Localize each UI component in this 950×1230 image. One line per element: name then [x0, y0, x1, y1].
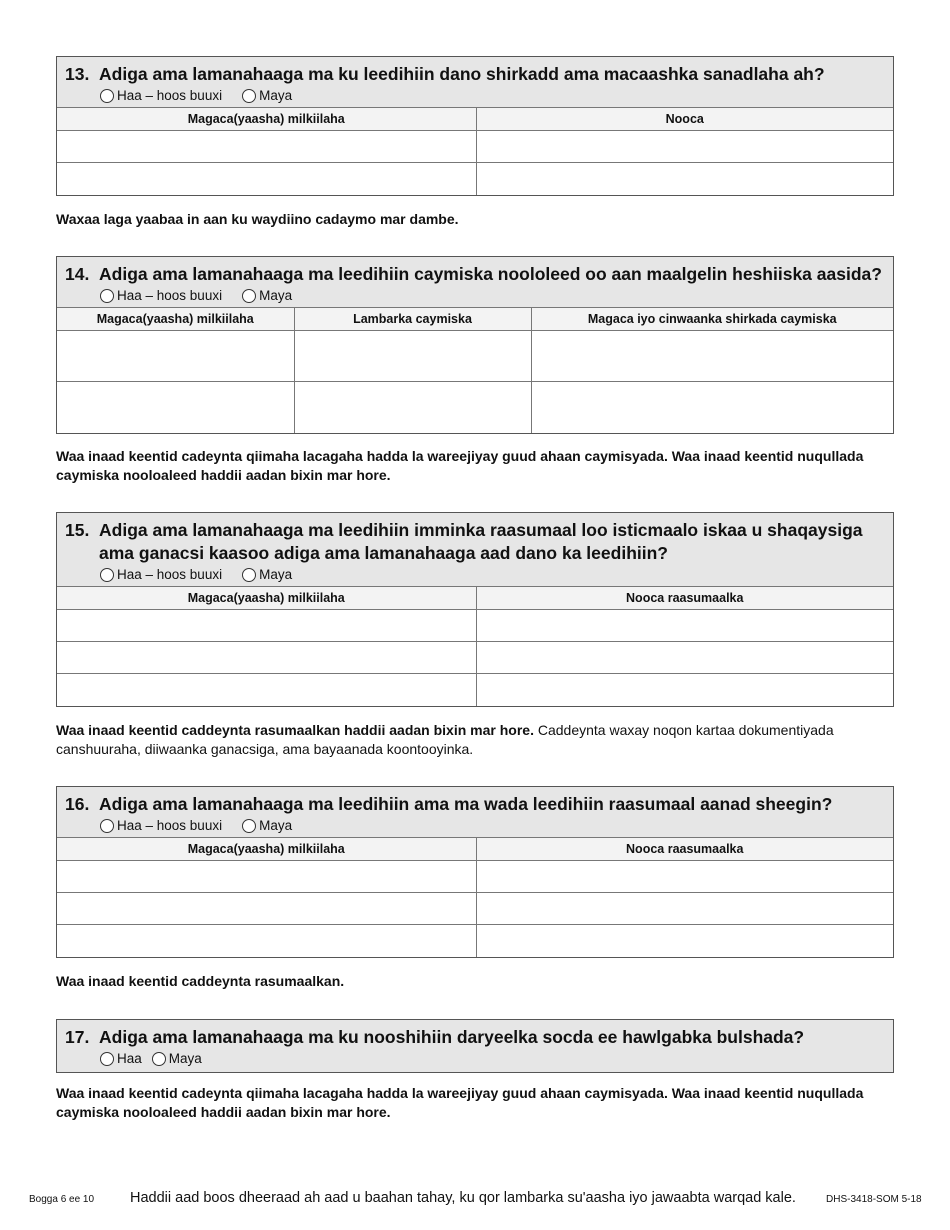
radio-no[interactable]: Maya: [242, 288, 292, 303]
radio-no[interactable]: Maya: [152, 1051, 202, 1066]
table-row: [57, 674, 893, 706]
table-row: [57, 610, 893, 642]
radio-circle-icon[interactable]: [100, 289, 114, 303]
page-footer: [0, 1188, 950, 1212]
form-id: DHS-3418-SOM 5-18: [826, 1194, 922, 1205]
question-number: 13.: [65, 64, 90, 84]
radio-circle-icon[interactable]: [100, 89, 114, 103]
column-header: Magaca(yaasha) milkiilaha: [57, 838, 476, 861]
radio-circle-icon[interactable]: [100, 568, 114, 582]
radio-yes[interactable]: Haa – hoos buuxi: [100, 818, 222, 833]
question-text: Adiga ama lamanahaaga ma leedihiin ama ma wada leedihiin raasumaal aanad sheegin?: [99, 794, 833, 814]
question-15: [56, 512, 894, 707]
question-13: [56, 56, 894, 196]
instruction-note: Waa inaad keentid cadeynta qiimaha lacagaha hadda la wareejiyay guud ahaan caymisyada. Waa inaad keentid nuqullada caymiska nooloaleed haddii aadan bixin mar hore.: [56, 1085, 864, 1120]
radio-yes[interactable]: Haa – hoos buuxi: [100, 288, 222, 303]
question-14: [56, 256, 894, 434]
question-number: 14.: [65, 264, 90, 284]
question-text: Adiga ama lamanahaaga ma leedihiin caymiska noololeed oo aan maalgelin heshiiska aasida?: [99, 264, 882, 284]
column-header: Magaca iyo cinwaanka shirkada caymiska: [531, 308, 893, 331]
radio-yes[interactable]: Haa: [100, 1051, 142, 1066]
answer-table: [57, 586, 893, 706]
table-row: [57, 893, 893, 925]
instruction-note: Waa inaad keentid cadeynta qiimaha lacagaha hadda la wareejiyay guud ahaan caymisyada. Waa inaad keentid nuqullada caymiska nooloaleed haddii aadan bixin mar hore.: [56, 448, 864, 483]
radio-no[interactable]: Maya: [242, 88, 292, 103]
answer-table: [57, 107, 893, 195]
page-number: Bogga 6 ee 10: [29, 1194, 95, 1205]
column-header: Nooca: [476, 108, 893, 131]
question-number: 16.: [65, 794, 90, 814]
column-header: Magaca(yaasha) milkiilaha: [57, 108, 476, 131]
radio-circle-icon[interactable]: [242, 819, 256, 833]
question-16: [56, 786, 894, 958]
radio-circle-icon[interactable]: [242, 289, 256, 303]
radio-circle-icon[interactable]: [242, 89, 256, 103]
column-header: Nooca raasumaalka: [476, 587, 893, 610]
question-17: [56, 1019, 894, 1073]
table-row: [57, 642, 893, 674]
instruction-note: Waa inaad keentid caddeynta rasumaalkan.: [56, 973, 345, 989]
instruction-note: Waa inaad keentid caddeynta rasumaalkan haddii aadan bixin mar hore. Caddeynta waxay noqon kartaa dokumentiyada canshuuraha, diiwaanka ganacsiga, ama bayaanada koontooyinka.: [56, 722, 834, 757]
radio-circle-icon[interactable]: [100, 819, 114, 833]
table-row: [57, 925, 893, 957]
footer-help-text: Haddii aad boos dheeraad ah aad u baahan tahay, ku qor lambarka su'aasha iyo jawaabta warqad kale.: [130, 1190, 796, 1206]
question-text: Adiga ama lamanahaaga ma leedihiin imminka raasumaal loo isticmaalo iskaa u shaqaysiga ama ganacsi kaasoo adiga ama lamanahaaga aad dano ka leedihiin?: [99, 520, 863, 563]
table-row: [57, 382, 893, 433]
radio-no[interactable]: Maya: [242, 567, 292, 582]
radio-no[interactable]: Maya: [242, 818, 292, 833]
table-row: [57, 163, 893, 195]
question-text: Adiga ama lamanahaaga ma ku nooshihiin daryeelka socda ee hawlgabka bulshada?: [99, 1027, 805, 1047]
radio-circle-icon[interactable]: [242, 568, 256, 582]
question-number: 17.: [65, 1027, 90, 1047]
radio-circle-icon[interactable]: [152, 1052, 166, 1066]
table-row: [57, 331, 893, 382]
table-row: [57, 131, 893, 163]
radio-yes[interactable]: Haa – hoos buuxi: [100, 567, 222, 582]
radio-circle-icon[interactable]: [100, 1052, 114, 1066]
radio-yes[interactable]: Haa – hoos buuxi: [100, 88, 222, 103]
column-header: Nooca raasumaalka: [476, 838, 893, 861]
question-number: 15.: [65, 520, 90, 540]
question-text: Adiga ama lamanahaaga ma ku leedihiin dano shirkadd ama macaashka sanadlaha ah?: [99, 64, 825, 84]
column-header: Magaca(yaasha) milkiilaha: [57, 587, 476, 610]
table-row: [57, 861, 893, 893]
instruction-note: Waxaa laga yaabaa in aan ku waydiino cadaymo mar dambe.: [56, 211, 459, 227]
column-header: Lambarka caymiska: [294, 308, 531, 331]
answer-table: [57, 307, 893, 433]
column-header: Magaca(yaasha) milkiilaha: [57, 308, 294, 331]
answer-table: [57, 837, 893, 957]
